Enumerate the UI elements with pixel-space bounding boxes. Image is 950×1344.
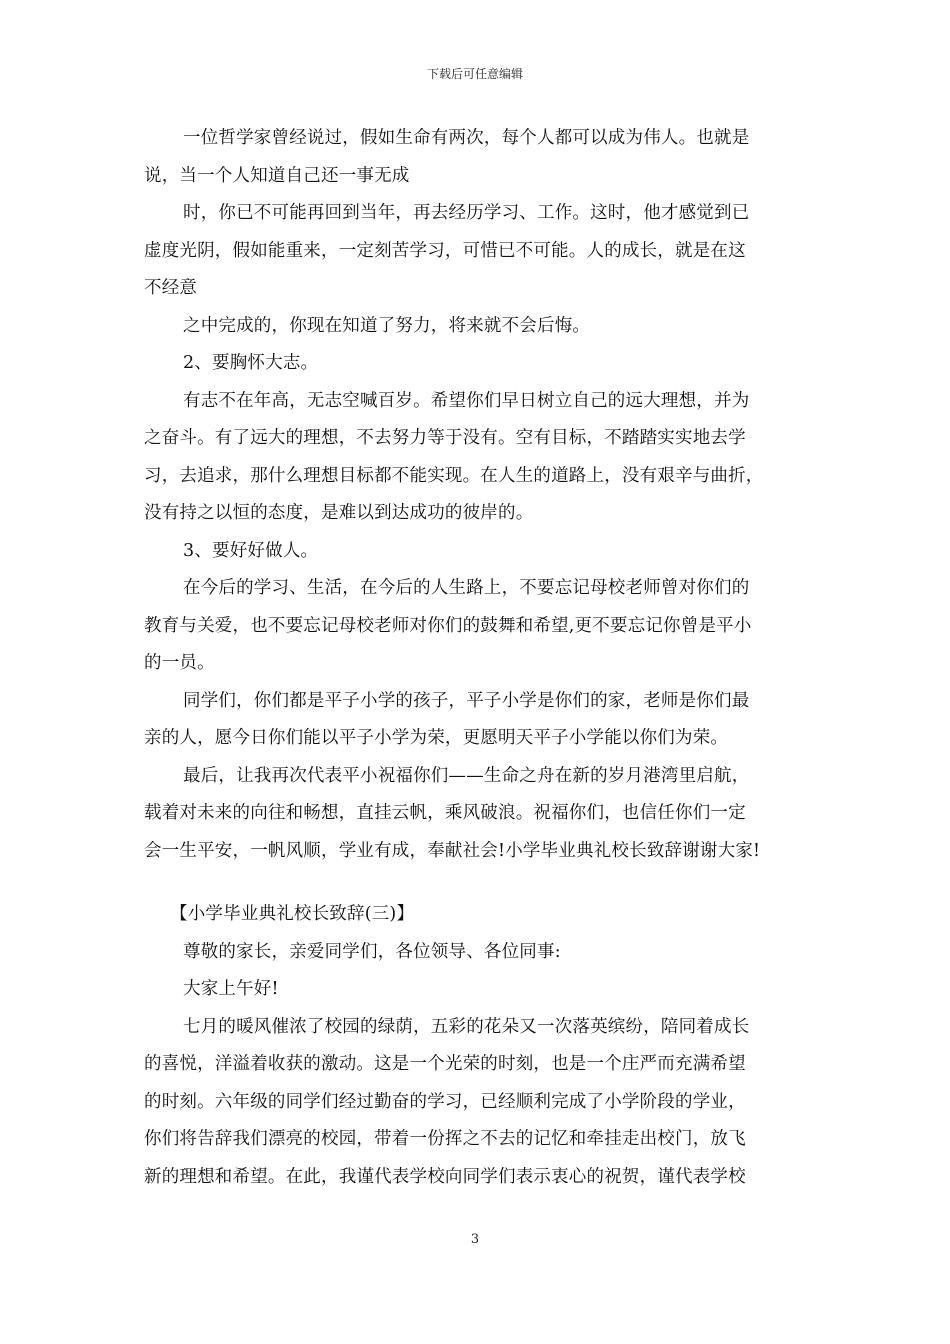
text-line: 教育与关爱，也不要忘记母校老师对你们的鼓舞和希望,更不要忘记你曾是平小 — [144, 615, 752, 636]
text-line: 你们将告辞我们漂亮的校园，带着一份挥之不去的记忆和牵挂走出校门，放飞 — [144, 1129, 746, 1149]
text-line: 没有持之以恒的态度，是难以到达成功的彼岸的。 — [144, 503, 534, 523]
text-line: 一位哲学家曾经说过，假如生命有两次，每个人都可以成为伟人。也就是 — [183, 128, 750, 148]
text-line: 的喜悦，洋溢着收获的激动。这是一个光荣的时刻，也是一个庄严而充满希望 — [144, 1054, 746, 1074]
document-body — [144, 120, 812, 1196]
text-line: 的时刻。六年级的同学们经过勤奋的学习，已经顺利完成了小学阶段的学业， — [144, 1091, 746, 1112]
text-line: 同学们，你们都是平子小学的孩子，平子小学是你们的家，老师是你们最 — [183, 690, 750, 711]
text-line: 时，你已不可能再回到当年，再去经历学习、工作。这时，他才感觉到已 — [183, 203, 750, 223]
text-line: 七月的暖风催浓了校园的绿荫，五彩的花朵又一次落英缤纷，陪同着成长 — [183, 1016, 750, 1037]
text-line: 新的理想和希望。在此，我谨代表学校向同学们表示衷心的祝贺，谨代表学校 — [144, 1166, 746, 1187]
list-item-heading: 3、要好好做人。 — [183, 540, 319, 561]
text-line: 习，去追求，那什么理想目标都不能实现。在人生的道路上，没有艰辛与曲折， — [144, 465, 764, 486]
text-line: 不经意 — [144, 278, 198, 298]
page-header-note: 下载后可任意编辑 — [426, 67, 523, 81]
text-line: 虚度光阴，假如能重来，一定刻苦学习，可惜已不可能。人的成长，就是在这 — [144, 240, 746, 261]
page-number: 3 — [470, 1232, 480, 1247]
text-line: 在今后的学习、生活，在今后的人生路上，不要忘记母校老师曾对你们的 — [183, 578, 750, 598]
text-line: 的一员。 — [144, 653, 215, 673]
list-item-heading: 2、要胸怀大志。 — [183, 353, 319, 373]
text-line: 载着对未来的向往和畅想，直挂云帆，乘风破浪。祝福你们，也信任你们一定 — [144, 803, 746, 823]
salutation: 尊敬的家长，亲爱同学们，各位领导、各位同事: — [183, 941, 561, 962]
paragraph-spacer — [144, 870, 812, 896]
text-line: 有志不在年高，无志空喊百岁。希望你们早日树立自己的远大理想，并为 — [183, 390, 750, 411]
text-line: 说，当一个人知道自己还一事无成 — [144, 165, 410, 186]
text-line: 之中完成的，你现在知道了努力，将来就不会后悔。 — [183, 315, 591, 336]
text-line: 会一生平安，一帆风顺，学业有成，奉献社会!小学毕业典礼校长致辞谢谢大家! — [144, 840, 761, 861]
text-line: 最后，让我再次代表平小祝福你们——生命之舟在新的岁月港湾里启航， — [183, 765, 750, 786]
text-line: 亲的人，愿今日你们能以平子小学为荣，更愿明天平子小学能以你们为荣。 — [144, 728, 729, 748]
section-title: 【小学毕业典礼校长致辞(三)】 — [170, 904, 415, 924]
text-line: 之奋斗。有了远大的理想，不去努力等于没有。空有目标，不踏踏实实地去学 — [144, 428, 746, 448]
greeting: 大家上午好! — [183, 979, 279, 999]
